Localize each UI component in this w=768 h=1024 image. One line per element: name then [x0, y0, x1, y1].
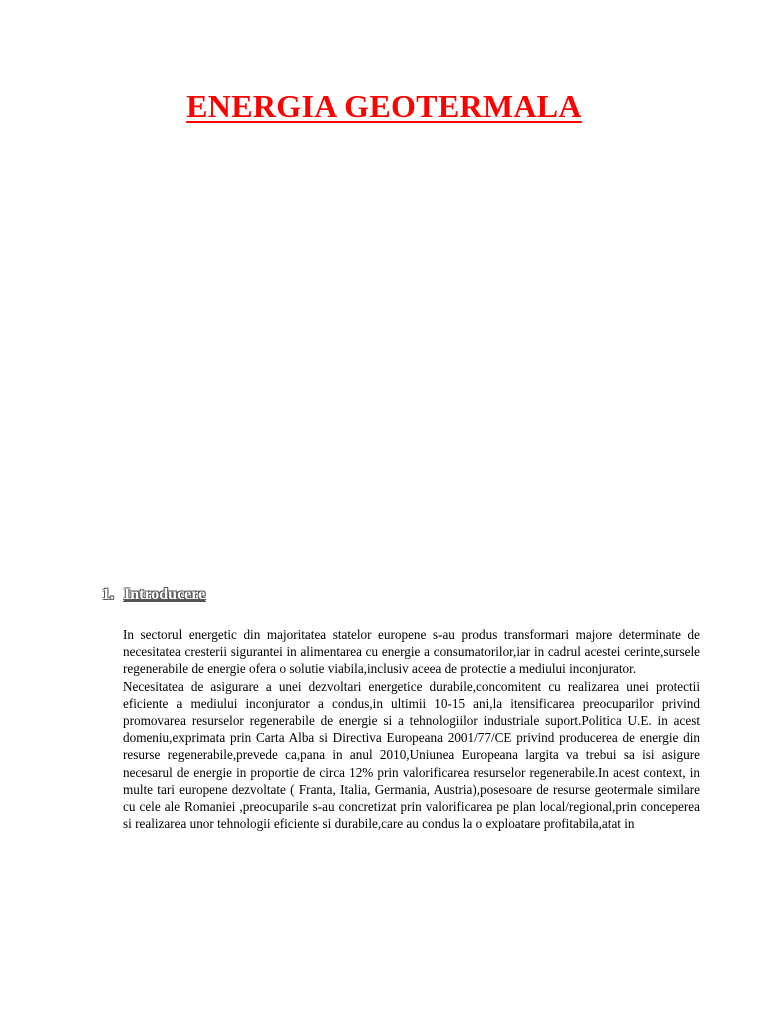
paragraph-1: In sectorul energetic din majoritatea statelor europene s-au produs transformari majore determinate de necesitatea cresterii sigurantei in alimentarea cu energie a consumatorilor,iar in cadrul acestei cerinte,sursele regenerabile de energie ofera o solutie viabila,inclusiv aceea de protectie a mediului inconjurator. [123, 627, 700, 677]
section-number: 1. [102, 586, 114, 603]
paragraph-2: Necesitatea de asigurare a unei dezvoltari energetice durabile,concomitent cu realizarea unei protectii eficiente a mediului inconjurator a condus,in ultimii 10-15 ani,la itensificarea preocuparilor privind promovarea resurselor regenerabile de energie si a tehnologiilor industriale suport.Politica U.E. in acest domeniu,exprimata prin Carta Alba si Directiva Europeana 2001/77/CE privind producerea de energie din resurse regenerabile,prevede ca,pana in anul 2010,Uniunea Europeana largita va trebui sa isi asigure necesarul de energie in proportie de circa 12% prin valorificarea resurselor regenerabile.In acest context, in multe tari europene dezvoltate ( Franta, Italia, Germania, Austria),posesoare de resurse geotermale similare cu cele ale Romaniei ,preocuparile s-au concretizat prin valorificarea pe plan local/regional,prin conceperea si realizarea unor tehnologii eficiente si durabile,care au condus la o exploatare profitabila,atat in [123, 678, 700, 832]
section-heading [102, 586, 205, 604]
document-title: ENERGIA GEOTERMALA [186, 88, 582, 124]
body-text [123, 626, 700, 832]
section-title: Introducere [124, 586, 206, 603]
